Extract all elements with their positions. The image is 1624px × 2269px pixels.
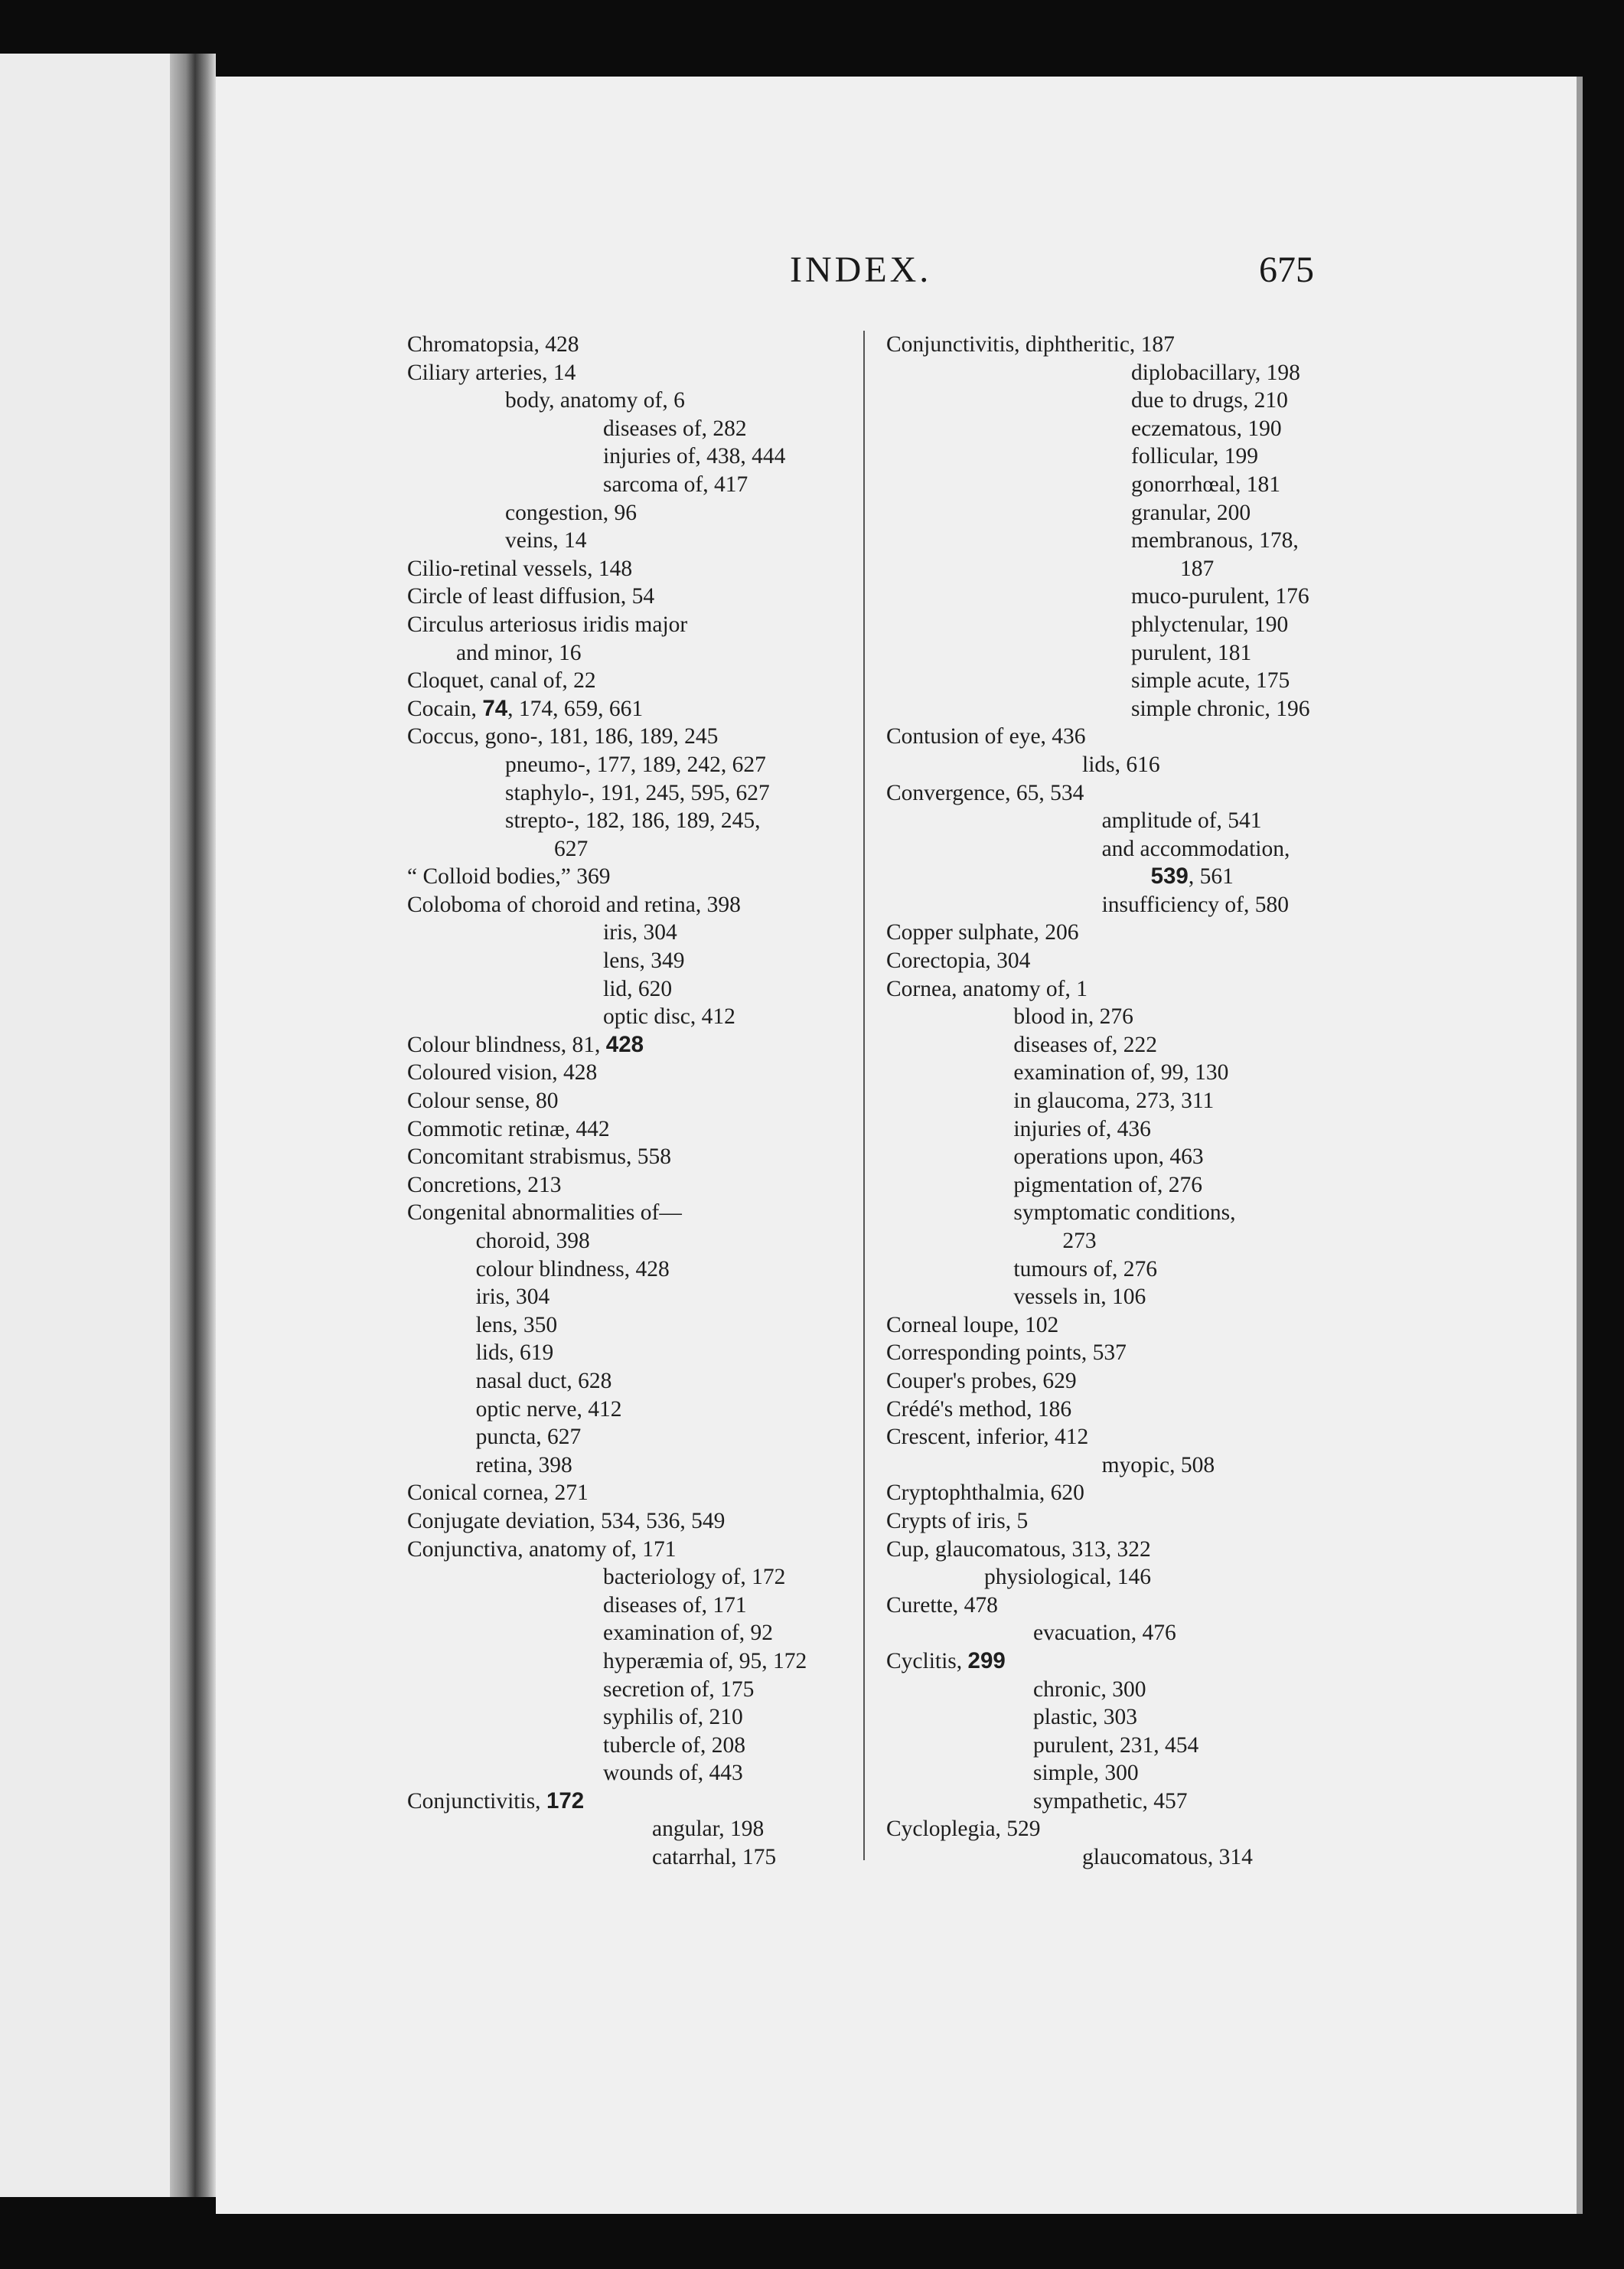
index-subentry [886,639,1330,668]
index-subentry [407,1619,851,1647]
entry-text: simple chronic, 196 [1131,696,1310,721]
entry-text: Coccus, gono-, 181, 186, 189, 245 [407,724,719,749]
index-subentry [407,1367,851,1396]
entry-text: colour blindness, 428 [475,1256,670,1281]
entry-text: eczematous, 190 [1131,416,1282,441]
entry-text: lids, 619 [475,1340,554,1366]
index-entry [407,1479,851,1507]
index-entry [407,1143,851,1171]
entry-text: follicular, 199 [1131,444,1258,469]
entry-text: diplobacillary, 198 [1131,360,1300,385]
entry-text: diseases of, 171 [603,1592,747,1618]
entry-text: hyperæmia of, 95, 172 [603,1648,807,1673]
index-subentry [886,415,1330,443]
index-subentry [407,442,851,471]
index-subentry [407,1592,851,1620]
entry-text: Colour blindness, 81, [407,1032,606,1057]
index-subentry [886,1703,1330,1732]
index-subentry [886,1787,1330,1816]
index-subentry [407,1396,851,1424]
entry-text: optic nerve, 412 [475,1396,622,1422]
page-number: 675 [1259,250,1314,290]
entry-text: Colour sense, 80 [407,1089,559,1114]
index-entry [886,1592,1330,1620]
index-subentry [407,1423,851,1451]
index-subentry [407,947,851,975]
index-subentry [407,1339,851,1367]
index-entry [886,723,1330,751]
index-subentry [407,1227,851,1255]
index-entry [886,947,1330,975]
index-entry [886,1815,1330,1843]
entry-text: lid, 620 [603,976,673,1001]
index-entry [886,331,1330,359]
entry-text: Copper sulphate, 206 [886,920,1079,945]
index-subentry [886,1843,1330,1872]
index-subentry [886,1676,1330,1704]
index-subentry [407,975,851,1004]
entry-text: Corectopia, 304 [886,948,1031,974]
index-subentry [407,1843,851,1872]
entry-text: evacuation, 476 [1033,1621,1176,1646]
entry-text: blood in, 276 [1013,1004,1133,1030]
index-entry [407,1171,851,1200]
entry-text: Concomitant strabismus, 558 [407,1144,671,1170]
entry-text: diseases of, 222 [1013,1032,1158,1057]
entry-text: Cryptophthalmia, 620 [886,1481,1084,1506]
index-entry [407,1031,851,1059]
index-subentry [407,751,851,779]
entry-text: 187 [1180,556,1215,581]
index-entry [407,359,851,387]
index-subentry [886,863,1330,891]
entry-text: puncta, 627 [475,1425,582,1450]
index-subentry [886,667,1330,695]
entry-text: pneumo-, 177, 189, 242, 627 [505,752,766,777]
index-subentry [407,1815,851,1843]
entry-text: Corresponding points, 537 [886,1340,1127,1366]
entry-text: Crypts of iris, 5 [886,1508,1029,1533]
index-subentry [407,1255,851,1284]
entry-text: and accommodation, [1101,836,1290,861]
index-subentry [407,639,851,668]
entry-text: Congenital abnormalities of— [407,1200,682,1226]
entry-text: veins, 14 [505,528,587,553]
entry-text: Cyclitis, [886,1648,968,1673]
entry-text: staphylo-, 191, 245, 595, 627 [505,780,770,805]
entry-text: wounds of, 443 [603,1761,743,1786]
index-subentry [886,471,1330,499]
index-subentry [886,1199,1330,1227]
bold-page-reference: 539 [1150,864,1189,890]
entry-text: Contusion of eye, 436 [886,724,1086,749]
book-gutter [170,54,216,2197]
entry-text: choroid, 398 [475,1229,590,1253]
entry-text: Couper's probes, 629 [886,1368,1077,1393]
bold-page-reference: 172 [546,1787,585,1814]
index-column-right [886,331,1330,1872]
entry-text: Crescent, inferior, 412 [886,1425,1089,1450]
index-subentry [886,1227,1330,1255]
index-subentry [886,1563,1330,1592]
entry-text: physiological, 146 [984,1565,1151,1590]
entry-text: Conjunctivitis, diphtheritic, 187 [886,332,1175,357]
entry-text: amplitude of, 541 [1101,808,1262,834]
index-subentry [886,695,1330,723]
entry-text: operations upon, 463 [1013,1144,1204,1170]
entry-text: Coloured vision, 428 [407,1060,598,1086]
entry-text: injuries of, 438, 444 [603,444,786,469]
index-subentry [886,1087,1330,1115]
index-subentry [407,499,851,527]
index-subentry [407,779,851,808]
index-subentry [886,442,1330,471]
entry-text: secretion of, 175 [603,1676,755,1702]
index-entry [407,611,851,639]
entry-text: optic disc, 412 [603,1004,735,1030]
index-subentry [886,835,1330,864]
index-subentry [886,1451,1330,1480]
entry-text: Cocain, [407,696,483,721]
index-entry [407,667,851,695]
page-edge [1577,77,1583,2214]
index-entry [407,331,851,359]
index-entry [407,863,851,891]
index-entry [407,583,851,611]
index-entry [886,919,1330,947]
column-divider [863,331,865,1860]
entry-text: insufficiency of, 580 [1101,892,1290,917]
entry-text: lids, 616 [1082,752,1160,777]
bold-page-reference: 74 [482,695,508,721]
index-entry [886,779,1330,808]
index-subentry [886,583,1330,611]
entry-text: tumours of, 276 [1013,1256,1158,1281]
index-subentry [407,1647,851,1676]
index-entry [407,1059,851,1087]
index-entry [407,1199,851,1227]
entry-text: Commotic retinæ, 442 [407,1116,610,1141]
entry-text: Convergence, 65, 534 [886,780,1084,805]
entry-text: Conjunctivitis, [407,1788,546,1814]
entry-text: granular, 200 [1131,500,1251,525]
entry-text: membranous, 178, [1131,528,1299,553]
entry-text: simple, 300 [1033,1761,1139,1786]
index-entry [407,1536,851,1564]
entry-text: iris, 304 [475,1285,550,1310]
index-entry [407,1507,851,1536]
index-entry [886,1339,1330,1367]
entry-text: Curette, 478 [886,1592,998,1618]
entry-text: phlyctenular, 190 [1131,612,1289,637]
index-subentry [407,387,851,415]
entry-text: Corneal loupe, 102 [886,1312,1059,1337]
entry-text: Cilio-retinal vessels, 148 [407,556,633,581]
entry-text: iris, 304 [603,920,677,945]
entry-text: simple acute, 175 [1131,668,1290,694]
index-entry [407,1115,851,1144]
index-subentry [886,807,1330,835]
entry-text: glaucomatous, 314 [1082,1845,1253,1870]
entry-text: diseases of, 282 [603,416,747,441]
entry-text: Cloquet, canal of, 22 [407,668,596,694]
bold-page-reference: 428 [605,1031,644,1057]
index-subentry [407,1311,851,1340]
index-subentry [407,1003,851,1031]
entry-text: strepto-, 182, 186, 189, 245, [505,808,761,834]
index-entry [886,1647,1330,1676]
entry-text: Chromatopsia, 428 [407,332,579,357]
entry-text: examination of, 92 [603,1621,774,1646]
index-entry [886,1507,1330,1536]
entry-text: Coloboma of choroid and retina, 398 [407,892,741,917]
entry-text: Cornea, anatomy of, 1 [886,976,1088,1001]
entry-text: catarrhal, 175 [652,1845,777,1870]
index-entry [886,1479,1330,1507]
index-subentry [886,1283,1330,1311]
index-subentry [407,1676,851,1704]
index-entry [886,1311,1330,1340]
entry-text: 273 [1062,1229,1097,1253]
index-subentry [886,1115,1330,1144]
entry-text: Conjugate deviation, 534, 536, 549 [407,1508,726,1533]
index-subentry [886,1171,1330,1200]
entry-text: and minor, 16 [456,640,582,665]
index-subentry [407,807,851,835]
entry-text: 627 [554,836,589,861]
entry-text: sympathetic, 457 [1033,1788,1188,1814]
index-subentry [886,527,1330,555]
entry-text: Cup, glaucomatous, 313, 322 [886,1536,1151,1562]
entry-text: Ciliary arteries, 14 [407,360,576,385]
index-subentry [886,359,1330,387]
entry-text: syphilis of, 210 [603,1705,743,1730]
index-subentry [407,1451,851,1480]
index-subentry [886,387,1330,415]
index-subentry [886,1255,1330,1284]
index-subentry [407,1759,851,1787]
entry-text: injuries of, 436 [1013,1116,1151,1141]
entry-text: , 561 [1188,864,1234,890]
index-subentry [886,1059,1330,1087]
index-subentry [886,555,1330,583]
entry-text: congestion, 96 [505,500,638,525]
index-subentry [407,1563,851,1592]
index-entry [886,1423,1330,1451]
entry-text: tubercle of, 208 [603,1732,745,1758]
index-entry [407,555,851,583]
index-subentry [886,1143,1330,1171]
entry-text: due to drugs, 210 [1131,388,1288,413]
entry-text: Conjunctiva, anatomy of, 171 [407,1536,677,1562]
entry-text: “ Colloid bodies,” 369 [407,864,611,890]
index-subentry [886,499,1330,527]
entry-text: lens, 350 [475,1312,558,1337]
index-subentry [407,527,851,555]
entry-text: chronic, 300 [1033,1676,1146,1702]
entry-text: sarcoma of, 417 [603,472,748,497]
index-subentry [407,835,851,864]
index-entry [407,1787,851,1816]
index-subentry [886,1732,1330,1760]
entry-text: myopic, 508 [1101,1452,1215,1477]
entry-text: , 174, 659, 661 [507,696,644,721]
index-entry [407,723,851,751]
entry-text: muco-purulent, 176 [1131,584,1309,609]
entry-text: nasal duct, 628 [475,1368,612,1393]
entry-text: Concretions, 213 [407,1172,562,1197]
entry-text: vessels in, 106 [1013,1285,1146,1310]
entry-text: pigmentation of, 276 [1013,1172,1203,1197]
index-entry [407,1087,851,1115]
index-entry [407,891,851,919]
entry-text: purulent, 181 [1131,640,1252,665]
entry-text: gonorrhœal, 181 [1131,472,1280,497]
index-subentry [886,891,1330,919]
index-subentry [886,751,1330,779]
index-subentry [407,471,851,499]
index-entry [407,695,851,723]
entry-text: plastic, 303 [1033,1705,1138,1730]
entry-text: in glaucoma, 273, 311 [1013,1089,1215,1114]
entry-text: Conical cornea, 271 [407,1481,589,1506]
index-entry [886,1396,1330,1424]
bold-page-reference: 299 [967,1647,1006,1673]
index-subentry [407,415,851,443]
entry-text: symptomatic conditions, [1013,1200,1236,1226]
index-subentry [886,1759,1330,1787]
index-subentry [407,1732,851,1760]
running-head: INDEX. [790,250,932,290]
index-subentry [886,611,1330,639]
entry-text: retina, 398 [475,1452,572,1477]
entry-text: Circle of least diffusion, 54 [407,584,655,609]
entry-text: lens, 349 [603,948,685,974]
entry-text: Cycloplegia, 529 [886,1817,1041,1842]
entry-text: Crédé's method, 186 [886,1396,1072,1422]
entry-text: examination of, 99, 130 [1013,1060,1229,1086]
index-subentry [886,1619,1330,1647]
index-subentry [407,919,851,947]
entry-text: body, anatomy of, 6 [505,388,685,413]
index-subentry [886,1003,1330,1031]
index-column-left [407,331,851,1872]
entry-text: bacteriology of, 172 [603,1565,786,1590]
entry-text: purulent, 231, 454 [1033,1732,1199,1758]
index-entry [886,975,1330,1004]
entry-text: Circulus arteriosus iridis major [407,612,688,637]
index-subentry [407,1703,851,1732]
entry-text: angular, 198 [652,1817,765,1842]
index-subentry [886,1031,1330,1059]
index-entry [886,1536,1330,1564]
index-subentry [407,1283,851,1311]
index-entry [886,1367,1330,1396]
